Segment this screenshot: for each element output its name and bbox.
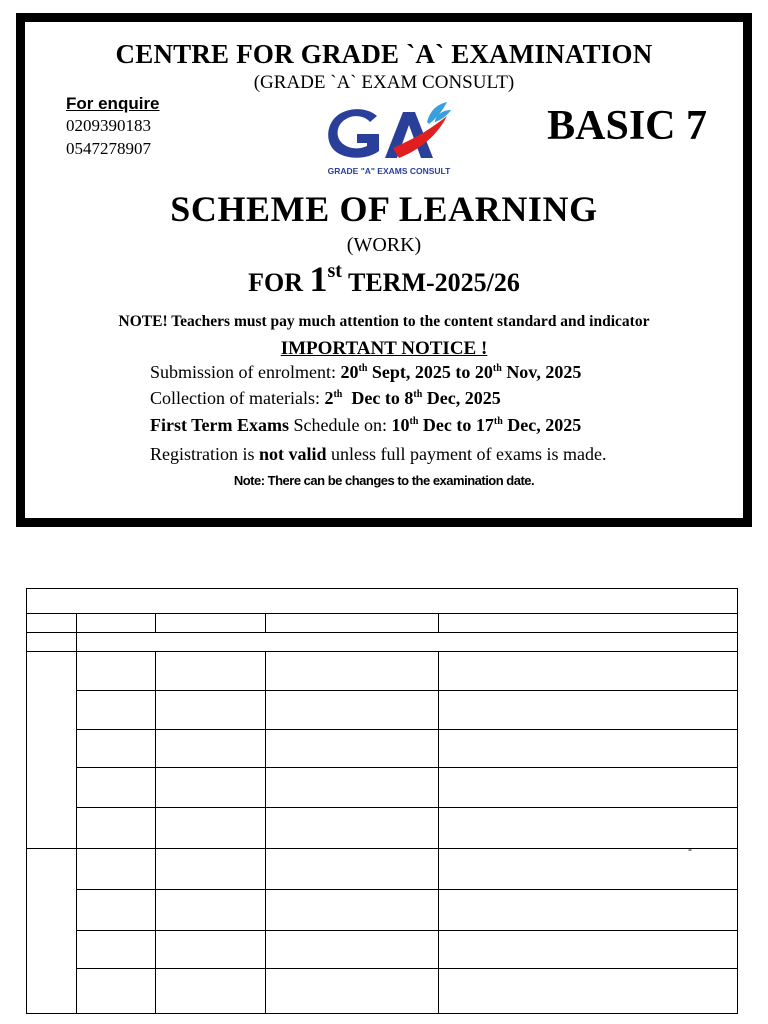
table-cell [77, 931, 156, 969]
table-row [27, 633, 738, 652]
grade-level: BASIC 7 [547, 103, 707, 149]
table-cell [156, 614, 266, 633]
table-row [27, 652, 738, 691]
term-heading: FOR 1st TERM-2025/26 [248, 259, 520, 299]
subject-label: (WORK) [346, 234, 422, 256]
table-row [27, 969, 738, 1014]
table-cell [77, 969, 156, 1014]
table-cell [77, 691, 156, 730]
table-row [27, 730, 738, 768]
svg-text:GRADE "A" EXAMS CONSULT: GRADE "A" EXAMS CONSULT [327, 166, 451, 176]
table-cell [77, 652, 156, 691]
table-cell [439, 691, 738, 730]
table-row [27, 849, 738, 890]
table-cell [266, 969, 439, 1014]
table-cell [156, 730, 266, 768]
table-row [27, 808, 738, 849]
important-notice-heading: IMPORTANT NOTICE ! [280, 338, 488, 359]
table-cell [439, 652, 738, 691]
stray-dash-mark: - [688, 842, 692, 856]
table-header-row [27, 614, 738, 633]
enrolment-line: Submission of enrolment: 20th Sept, 2025 to 20th Nov, 2025 [150, 362, 582, 382]
table-cell [77, 633, 738, 652]
table-cell [266, 849, 439, 890]
table-cell [156, 768, 266, 808]
table-row [27, 931, 738, 969]
table-cell [266, 808, 439, 849]
exam-schedule-line: First Term Exams Schedule on: 10th Dec to 17th Dec, 2025 [150, 415, 582, 435]
table-cell [439, 614, 738, 633]
table-cell [266, 730, 439, 768]
exam-notice-flyer [16, 13, 752, 527]
phone-number: 0209390183 [66, 116, 151, 135]
table-cell [77, 849, 156, 890]
table-cell [77, 730, 156, 768]
table-cell [439, 931, 738, 969]
table-cell [27, 614, 77, 633]
scheme-table [26, 588, 738, 1014]
table-cell [156, 890, 266, 931]
table-cell [156, 652, 266, 691]
table-cell [266, 614, 439, 633]
table-cell [156, 849, 266, 890]
table-cell [77, 614, 156, 633]
table-cell [27, 589, 738, 614]
table-cell [266, 652, 439, 691]
table-cell [439, 768, 738, 808]
table-cell [266, 768, 439, 808]
table-cell [439, 849, 738, 890]
document-title: SCHEME OF LEARNING [170, 189, 598, 229]
organization-subtitle: (GRADE `A` EXAM CONSULT) [253, 72, 515, 93]
table-row [27, 768, 738, 808]
table-row [27, 890, 738, 931]
date-change-note: Note: There can be changes to the examination date. [233, 473, 535, 488]
materials-line: Collection of materials: 2th Dec to 8th Dec, 2025 [150, 388, 501, 408]
registration-line: Registration is not valid unless full payment of exams is made. [150, 444, 607, 464]
logo-g-letter [328, 109, 379, 158]
table-cell [27, 633, 77, 652]
table-cell [77, 808, 156, 849]
table-cell [439, 808, 738, 849]
table-title-row [27, 589, 738, 614]
organization-title: CENTRE FOR GRADE `A` EXAMINATION [115, 39, 653, 69]
phone-number: 0547278907 [66, 139, 151, 158]
table-row [27, 691, 738, 730]
enquiry-label: For enquire [66, 94, 160, 113]
table-cell [27, 652, 77, 849]
table-cell [156, 931, 266, 969]
table-cell [77, 890, 156, 931]
table-cell [439, 890, 738, 931]
table-cell [27, 849, 77, 1014]
teacher-note: NOTE! Teachers must pay much attention to the content standard and indicator [118, 313, 650, 330]
table-cell [266, 931, 439, 969]
table-cell [266, 890, 439, 931]
table-cell [439, 730, 738, 768]
ga-logo [319, 98, 459, 178]
table-cell [77, 768, 156, 808]
logo-feather [427, 102, 451, 124]
table-cell [266, 691, 439, 730]
table-cell [156, 691, 266, 730]
table-cell [156, 969, 266, 1014]
table-cell [439, 969, 738, 1014]
table-cell [156, 808, 266, 849]
